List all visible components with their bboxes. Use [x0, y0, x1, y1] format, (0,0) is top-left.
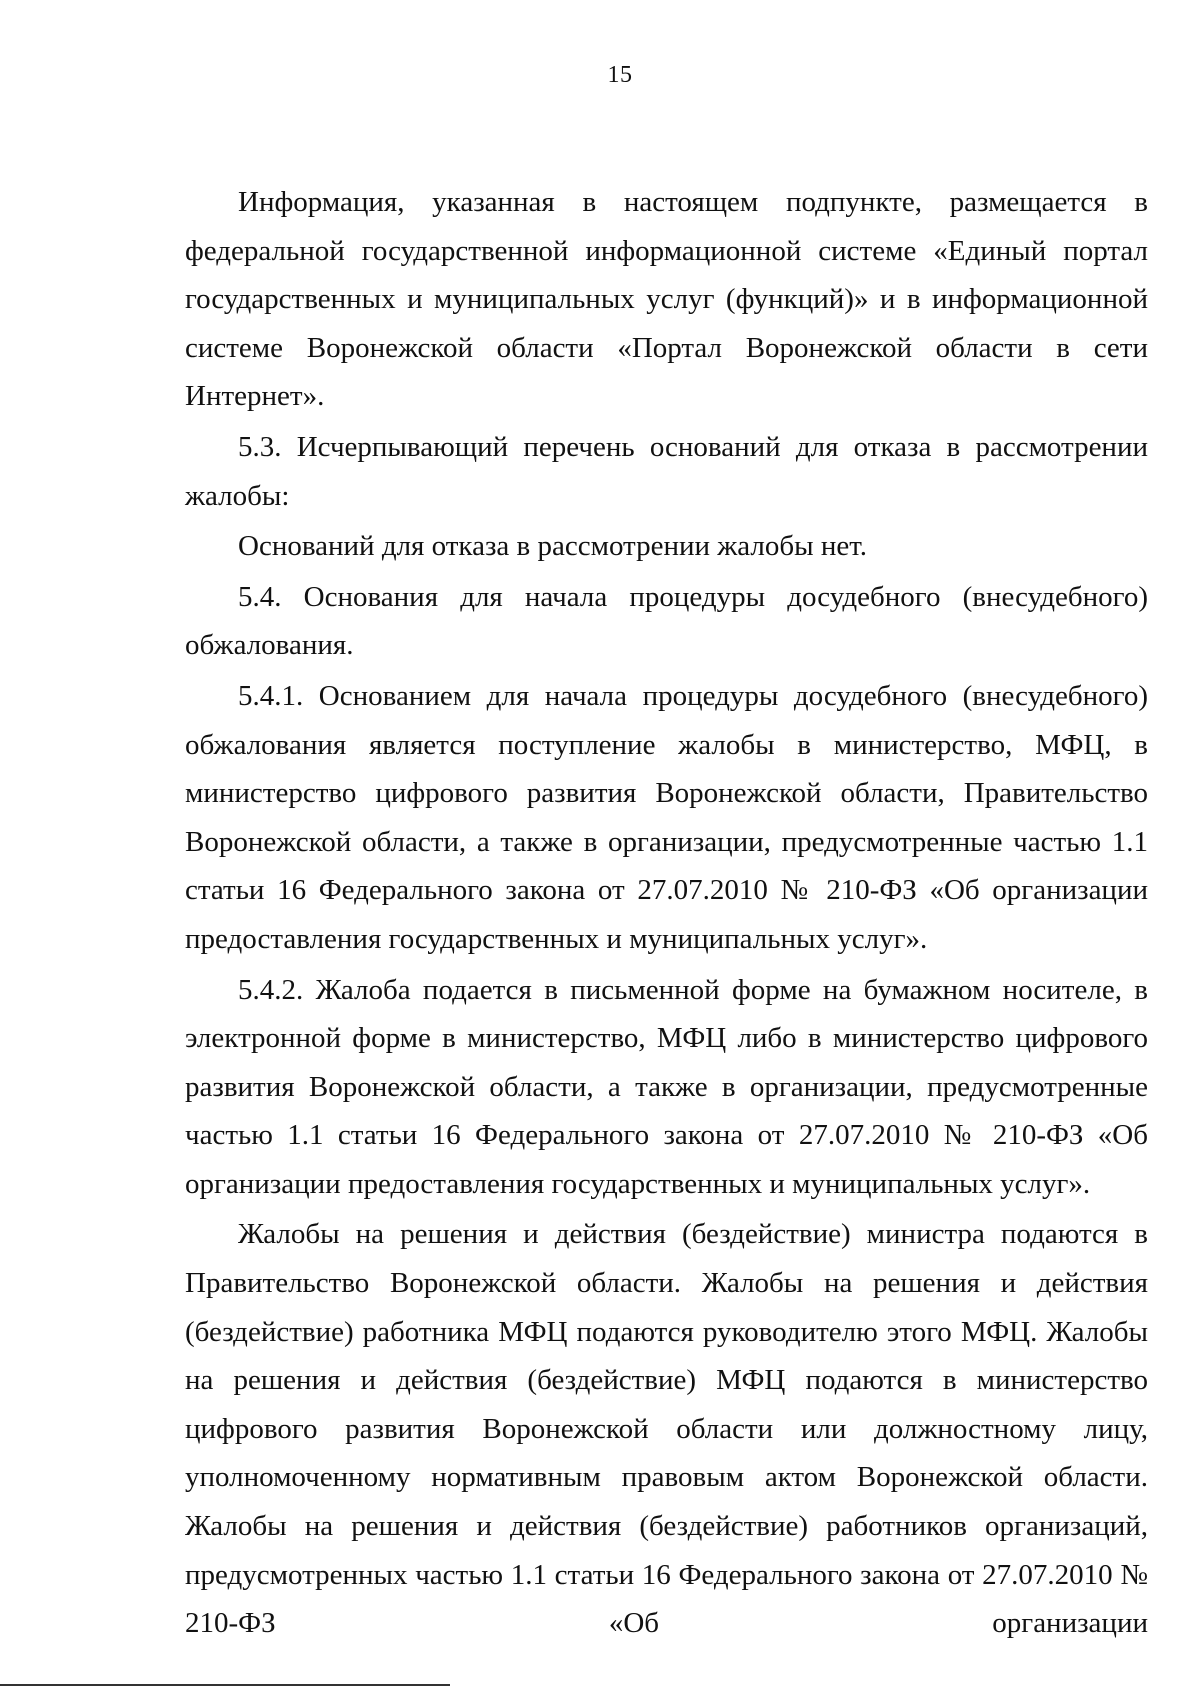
- paragraph-complaint-addressees: Жалобы на решения и действия (бездействие) министра подаются в Правительство Воронежской области. Жалобы на решения и действия (бездействие) работника МФЦ подаются руководителю этого МФЦ. Жалобы на решения и действия (бездействие) МФЦ подаются в министерство цифрового развития Воронежской области или должностному лицу, уполномоченному нормативным правовым актом Воронежской области. Жалобы на решения и действия (бездействие) работников организаций, предусмотренных частью 1.1 статьи 16 Федерального закона от 27.07.2010 № 210-ФЗ «Об организации: [185, 1218, 1148, 1640]
- paragraph-5-4-appeal-grounds: 5.4. Основания для начала процедуры досудебного (внесудебного) обжалования.: [185, 580, 1148, 662]
- document-body: [185, 178, 1148, 1650]
- paragraph-5-4-2-complaint-form: 5.4.2. Жалоба подается в письменной форме на бумажном носителе, в электронной форме в министерство, МФЦ либо в министерство цифрового развития Воронежской области, а также в организации, предусмотренные частью 1.1 статьи 16 Федерального закона от 27.07.2010 № 210-ФЗ «Об организации предоставления государственных и муниципальных услуг».: [185, 973, 1148, 1200]
- paragraph-no-refusal-grounds: Оснований для отказа в рассмотрении жалобы нет.: [238, 530, 868, 563]
- bottom-scan-edge-line: [0, 1684, 450, 1686]
- paragraph-5-3-refusal-grounds: 5.3. Исчерпывающий перечень оснований для отказа в рассмотрении жалобы:: [185, 430, 1148, 512]
- paragraph-info-placement: Информация, указанная в настоящем подпункте, размещается в федеральной государственной информационной системе «Единый портал государственных и муниципальных услуг (функций)» и в информационной системе Воронежской области «Портал Воронежской области в сети Интернет».: [185, 186, 1148, 413]
- paragraph-5-4-1-appeal-basis: 5.4.1. Основанием для начала процедуры досудебного (внесудебного) обжалования является поступление жалобы в министерство, МФЦ, в министерство цифрового развития Воронежской области, Правительство Воронежской области, а также в организации, предусмотренные частью 1.1 статьи 16 Федерального закона от 27.07.2010 № 210-ФЗ «Об организации предоставления государственных и муниципальных услуг».: [185, 679, 1148, 955]
- page-number: 15: [607, 62, 633, 88]
